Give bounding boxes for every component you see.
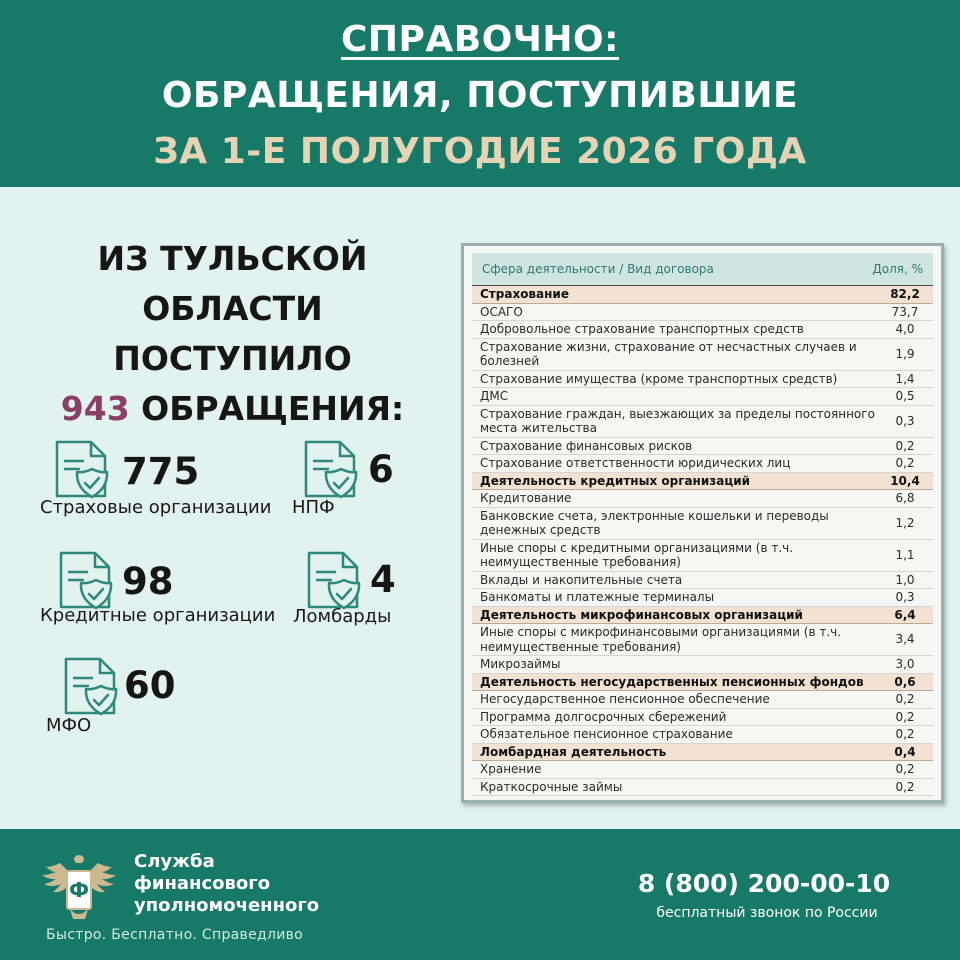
summary-headline (10, 234, 455, 434)
table-cell-value: 0,2 (895, 438, 915, 453)
table-cell-label: Программа долгосрочных сбережений (480, 709, 727, 724)
table-row (472, 572, 933, 590)
table-body (472, 286, 933, 796)
table-row (472, 691, 933, 709)
summary-total-number: 943 (60, 389, 130, 428)
table-cell-value: 0,3 (895, 413, 915, 428)
table-cell-label: Деятельность негосударственных пенсионных фондов (480, 674, 864, 689)
table-row (472, 406, 933, 438)
table-row (472, 304, 933, 322)
table-cell-value: 4,0 (895, 322, 915, 336)
footer-banner (0, 829, 960, 960)
table-row (472, 540, 933, 572)
table-cell-label: Страхование жизни, страхование от несчастных случаев и болезней (480, 339, 857, 368)
summary-line2: ПОСТУПИЛО (113, 339, 352, 378)
slogan: Быстро. Бесплатно. Справедливо (46, 927, 304, 943)
table-cell-label: ДМС (480, 389, 509, 403)
table-cell-value: 3,4 (895, 632, 915, 647)
table-cell-value: 73,7 (891, 304, 919, 319)
table-category-row (472, 607, 933, 625)
table-cell-value: 1,1 (895, 547, 915, 562)
stat-insurance-label: Страховые организации (40, 497, 272, 518)
header-title-line3: ЗА 1-Е ПОЛУГОДИЕ 2026 ГОДА (153, 131, 807, 172)
table-row (472, 508, 933, 540)
table-header-share: Доля, % (872, 262, 923, 276)
table-cell-label: Иные споры с кредитными организациями (в т.ч. неимущественные требования) (480, 540, 794, 569)
table-cell-label: Ломбардная деятельность (480, 744, 667, 759)
table-cell-value: 0,2 (895, 762, 915, 776)
table-cell-value: 10,4 (890, 473, 920, 488)
header-title-line2: ОБРАЩЕНИЯ, ПОСТУПИВШИЕ (161, 75, 799, 116)
stat-pawnshops-label: Ломбарды (293, 606, 392, 627)
table-cell-value: 0,5 (895, 389, 915, 403)
table-cell-value: 3,0 (895, 657, 915, 671)
table-header (472, 253, 933, 286)
summary-line3-suffix: ОБРАЩЕНИЯ: (129, 389, 405, 428)
table-row (472, 761, 933, 779)
table-cell-value: 1,2 (895, 515, 915, 530)
organization-name-line3: уполномоченного (134, 895, 320, 916)
table-cell-label: Страхование финансовых рисков (480, 438, 693, 453)
table-cell-value: 6,4 (894, 607, 916, 622)
table-category-row (472, 286, 933, 304)
organization-name (134, 851, 319, 917)
table-cell-label: Обязательное пенсионное страхование (480, 727, 733, 741)
hotline-phone[interactable]: 8 (800) 200-00-10 (637, 869, 891, 898)
table-cell-label: Деятельность кредитных организаций (480, 473, 751, 488)
stat-mfo-value: 60 (124, 664, 176, 707)
table-cell-label: ОСАГО (480, 304, 523, 319)
table-row (472, 779, 933, 797)
eagle-emblem-icon (38, 849, 120, 925)
document-shield-icon (303, 439, 357, 499)
table-cell-value: 0,2 (895, 779, 915, 794)
table-cell-value: 0,6 (894, 674, 916, 689)
header-banner (0, 0, 960, 187)
stat-npf-value: 6 (368, 448, 394, 491)
summary-line1: ИЗ ТУЛЬСКОЙ ОБЛАСТИ (97, 239, 368, 328)
document-shield-icon (58, 550, 112, 610)
table-row (472, 656, 933, 674)
table-category-row (472, 473, 933, 491)
stat-pawnshops-value: 4 (370, 558, 396, 601)
table-cell-label: Банкоматы и платежные терминалы (480, 590, 715, 604)
table-row (472, 726, 933, 744)
table-row (472, 339, 933, 371)
table-cell-label: Страхование ответственности юридических лиц (480, 456, 791, 470)
organization-name-line2: финансового (134, 873, 271, 894)
table-row (472, 438, 933, 456)
table-row (472, 371, 933, 389)
distribution-table (461, 243, 944, 803)
table-cell-value: 0,3 (895, 590, 915, 604)
header-title-line1: СПРАВОЧНО: (340, 19, 620, 60)
svg-text:Ф: Ф (69, 878, 89, 902)
table-cell-label: Кредитование (480, 491, 572, 505)
stat-insurance-value: 775 (122, 450, 200, 493)
table-row (472, 589, 933, 607)
organization-name-line1: Служба (134, 851, 215, 872)
table-row (472, 321, 933, 339)
table-cell-label: Микрозаймы (480, 657, 561, 671)
stat-credit-value: 98 (122, 560, 174, 603)
table-cell-value: 1,9 (895, 346, 915, 361)
stat-npf-label: НПФ (292, 497, 335, 518)
table-cell-label: Банковские счета, электронные кошельки и переводы денежных средств (480, 508, 829, 537)
table-cell-label: Страхование имущества (кроме транспортных средств) (480, 371, 838, 386)
table-row (472, 709, 933, 727)
table-row (472, 624, 933, 656)
table-cell-value: 0,2 (895, 692, 915, 706)
table-cell-label: Вклады и накопительные счета (480, 572, 683, 587)
table-cell-label: Хранение (480, 762, 542, 776)
table-cell-label: Негосударственное пенсионное обеспечение (480, 692, 770, 706)
table-cell-label: Страхование (480, 287, 569, 301)
table-cell-label: Страхование граждан, выезжающих за пределы постоянного места жительства (480, 406, 875, 435)
table-row (472, 455, 933, 473)
stat-mfo-label: МФО (46, 715, 92, 736)
table-cell-label: Иные споры с микрофинансовыми организациями (в т.ч. неимущественные требования) (480, 625, 842, 654)
hotline-note: бесплатный звонок по России (656, 905, 878, 921)
table-category-row (472, 674, 933, 692)
table-category-row (472, 744, 933, 762)
document-shield-icon (63, 656, 117, 716)
table-header-sphere: Сфера деятельности / Вид договора (482, 262, 714, 276)
table-cell-value: 0,4 (894, 744, 916, 759)
table-cell-value: 1,4 (895, 371, 915, 386)
table-row (472, 388, 933, 406)
table-row (472, 490, 933, 508)
table-cell-label: Деятельность микрофинансовых организаций (480, 607, 803, 622)
table-cell-value: 6,8 (895, 491, 915, 505)
document-shield-icon (306, 550, 360, 610)
document-shield-icon (54, 439, 108, 499)
summary-line3 (10, 384, 455, 434)
table-cell-value: 1,0 (895, 572, 915, 587)
table-cell-value: 0,2 (895, 709, 915, 724)
table-cell-value: 0,2 (895, 727, 915, 741)
table-cell-value: 82,2 (890, 287, 920, 301)
table-cell-label: Добровольное страхование транспортных средств (480, 322, 804, 336)
stat-credit-label: Кредитные организации (40, 605, 276, 626)
table-cell-label: Краткосрочные займы (480, 779, 623, 794)
table-cell-value: 0,2 (895, 456, 915, 470)
